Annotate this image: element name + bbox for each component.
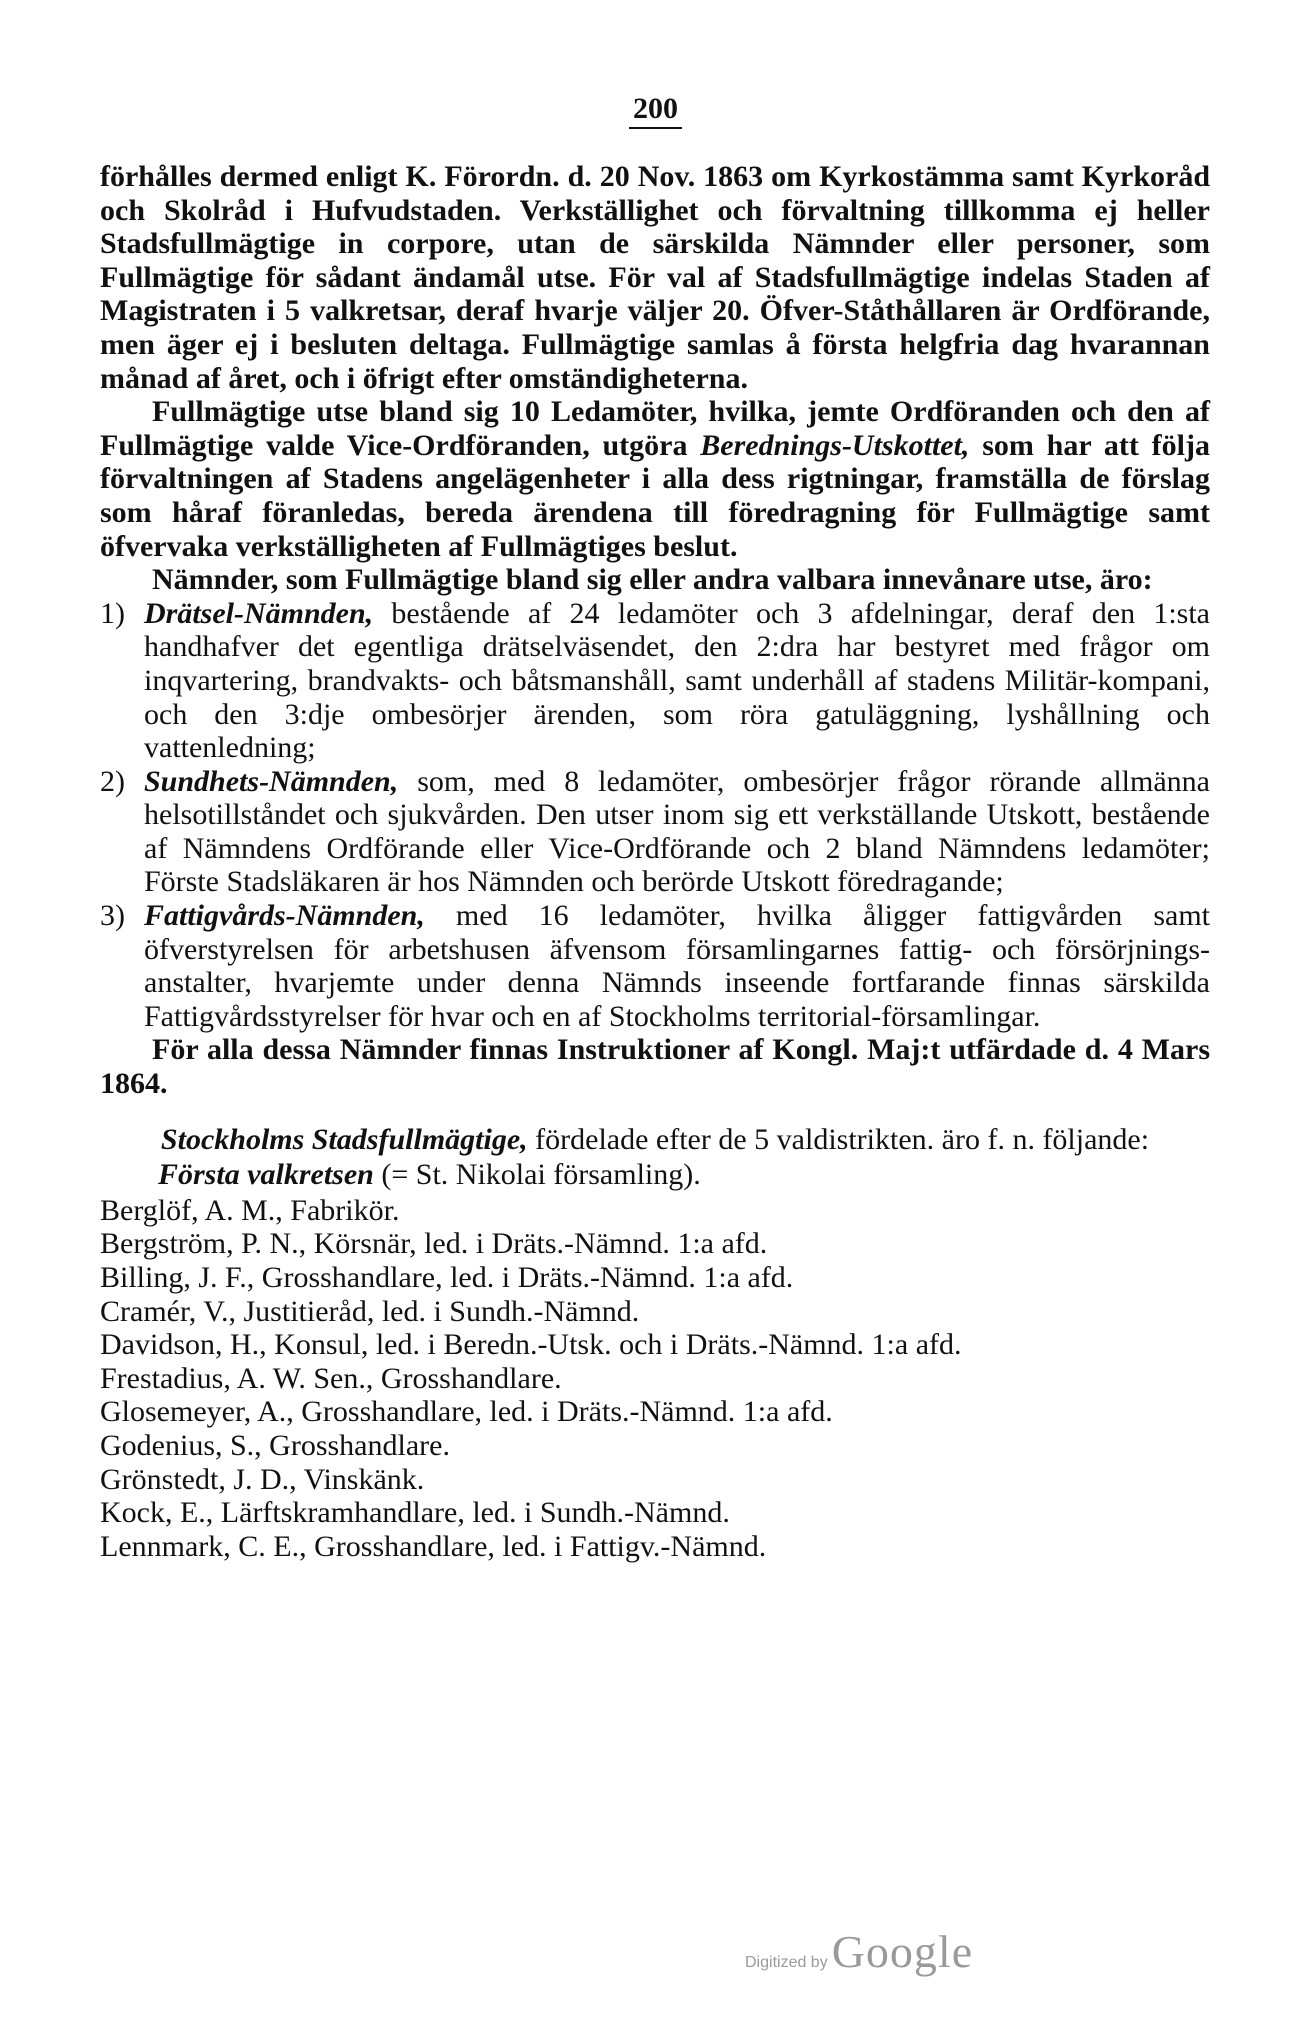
- page-number-text: 200: [629, 92, 682, 129]
- page-number: [0, 92, 1311, 126]
- paragraph-2-start: Fullmägtige utse bland sig 10 Ledamöter, hvilka, jemte Ordföranden och den af Fullmägtige valde Vice-Ordföranden, utgöra: [100, 395, 1210, 462]
- list-item-number: 2): [100, 764, 125, 798]
- district-heading: [100, 1158, 1210, 1192]
- body-text: [100, 160, 1210, 1563]
- watermark-brand: Google: [831, 1926, 974, 1977]
- list-item-name: Drätsel-Nämnden,: [144, 596, 374, 630]
- list-item: Lennmark, C. E., Grosshandlare, led. i Fattigv.-Nämnd.: [100, 1529, 767, 1563]
- list-item: [100, 765, 1210, 899]
- list-item: Bergström, P. N., Körsnär, led. i Dräts.-Nämnd. 1:a afd.: [100, 1227, 768, 1261]
- list-item: Frestadius, A. W. Sen., Grosshandlare.: [100, 1361, 562, 1395]
- paragraph-2: [100, 395, 1210, 563]
- list-item-name: Sundhets-Nämnden,: [144, 764, 399, 798]
- list-item-number: 1): [100, 596, 125, 630]
- list-item: Davidson, H., Konsul, led. i Beredn.-Utsk. och i Dräts.-Nämnd. 1:a afd.: [100, 1328, 962, 1362]
- list-item: Glosemeyer, A., Grosshandlare, led. i Dräts.-Nämnd. 1:a afd.: [100, 1395, 833, 1429]
- list-item: [100, 899, 1210, 1033]
- district-heading-rest: (= St. Nikolai församling).: [373, 1158, 701, 1192]
- closing-paragraph: För alla dessa Nämnder finnas Instruktioner af Kongl. Maj:t utfärdade d. 4 Mars 1864.: [100, 1033, 1210, 1101]
- paragraph-3: Nämnder, som Fullmägtige bland sig eller andra valbara innevånare utse, äro:: [152, 563, 1153, 597]
- list-item-name: Fattigvårds-Nämnden,: [144, 899, 425, 933]
- list-item: [100, 597, 1210, 765]
- list-item-text: med 16 ledamöter, hvilka åligger fattigvården samt öfverstyrelsen för arbetshusen äfvensom församlingarnes fattig- och försörjnings-anstalter, hvarjemte under denna Nämnds inseende fortfarande finnas särskilda Fattigvårdsstyrelser för hvar och en af Stockholms territorial-församlingar.: [144, 899, 1210, 1033]
- paragraph-1: förhålles dermed enligt K. Förordn. d. 20 Nov. 1863 om Kyrkostämma samt Kyrkoråd och Skolråd i Hufvudstaden. Verkställighet och förvaltning tillkomma ej heller Stadsfullmägtige in corpore, utan de särskilda Nämnder eller personer, som Fullmägtige för sådant ändamål utse. För val af Stadsfullmägtige indelas Staden af Magistraten i 5 valkretsar, deraf hvarje väljer 20. Öfver-Ståthållaren är Ordförande, men äger ej i besluten deltaga. Fullmägtige samlas å första helgfria dag hvarannan månad af året, och i öfrigt efter omständigheterna.: [100, 160, 1210, 395]
- section-heading-emph: Stockholms Stadsfullmägtige,: [160, 1122, 528, 1156]
- section-heading-rest: fördelade efter de 5 valdistrikten. äro f. n. följande:: [527, 1122, 1150, 1156]
- list-item: Grönstedt, J. D., Vinskänk.: [100, 1462, 425, 1496]
- list-item-text: bestående af 24 ledamöter och 3 afdelningar, deraf den 1:sta handhafver det egentliga drätselväsendet, den 2:dra har bestyret med frågor om inqvartering, brandvakts- och båtsmanshåll, samt underhåll af stadens Militär-kompani, och den 3:dje ombesörjer ärenden, som röra gatuläggning, lyshållning och vattenledning;: [144, 596, 1210, 765]
- list-item-number: 3): [100, 899, 125, 933]
- section-heading: [100, 1123, 1210, 1157]
- watermark-prefix: Digitized by: [745, 1954, 828, 1971]
- beredning-utskottet-term: Berednings-Utskottet,: [700, 428, 970, 462]
- list-item: Godenius, S., Grosshandlare.: [100, 1428, 450, 1462]
- list-item: Cramér, V., Justitieråd, led. i Sundh.-Nämnd.: [100, 1294, 640, 1328]
- list-item: Berglöf, A. M., Fabrikör.: [100, 1193, 400, 1227]
- paragraph-2-end: som har att följa förvaltningen af Stadens angelägenheter i alla dess rigtningar, framställa de förslag som håraf föranledas, bereda ärendena till föredragning för Fullmägtige samt öfvervaka verkställigheten af Fullmägtiges beslut.: [100, 428, 1210, 563]
- member-roster: [100, 1194, 1210, 1564]
- digitized-watermark: [745, 1925, 973, 1978]
- district-heading-emph: Första valkretsen: [158, 1158, 374, 1192]
- list-item: Kock, E., Lärftskramhandlare, led. i Sundh.-Nämnd.: [100, 1496, 730, 1530]
- list-item: Billing, J. F., Grosshandlare, led. i Dräts.-Nämnd. 1:a afd.: [100, 1261, 794, 1294]
- list-item-text: som, med 8 ledamöter, ombesörjer frågor rörande allmänna helsotillståndet och sjukvården. Den utser inom sig ett verkställande Utskott, bestående af Nämndens Ordförande eller Vice-Ordförande och 2 bland Nämndens ledamöter; Förste Stadsläkaren är hos Nämnden och berörde Utskott föredragande;: [144, 764, 1210, 899]
